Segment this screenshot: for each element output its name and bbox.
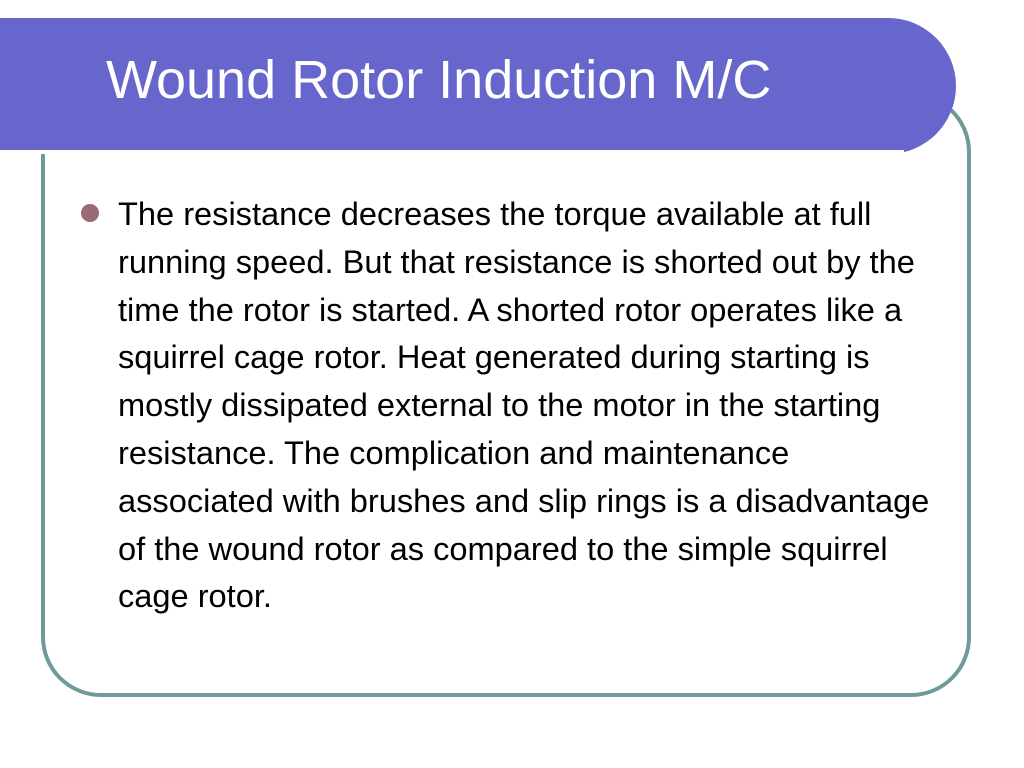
title-underline <box>0 150 904 154</box>
bullet-item <box>78 190 948 620</box>
bullet-text: The resistance decreases the torque available at full running speed. But that resistance is shorted out by the time the rotor is started. A shorted rotor operates like a squirrel cage rotor. Heat generated during starting is mostly dissipated external to the motor in the starting resistance. The complication and maintenance associated with brushes and slip rings is a disadvantage of the wound rotor as compared to the simple squirrel cage rotor. <box>118 195 930 615</box>
bullet-dot-icon <box>81 204 99 222</box>
slide-body <box>78 190 948 620</box>
slide-title: Wound Rotor Induction M/C <box>106 50 772 110</box>
